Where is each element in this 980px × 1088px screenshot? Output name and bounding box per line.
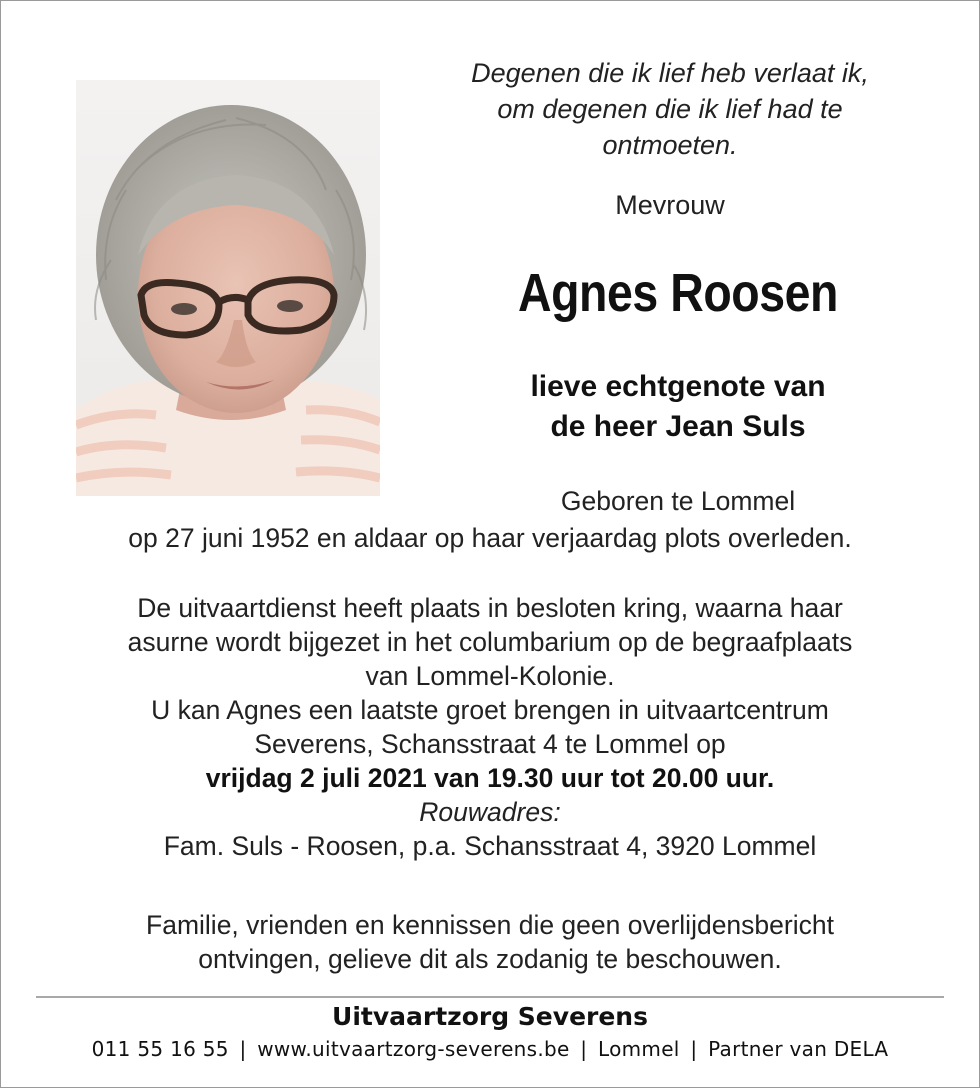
- notice-line: ontvingen, gelieve dit als zodanig te beschouwen.: [198, 944, 782, 974]
- footer-divider: [36, 996, 944, 998]
- funeral-company-name: Uitvaartzorg Severens: [332, 1002, 648, 1031]
- footer-contact: [0, 1037, 980, 1061]
- address-label: Rouwadres:: [419, 797, 561, 827]
- separator: |: [580, 1037, 588, 1061]
- funeral-line: asurne wordt bijgezet in het columbarium op de begraafplaats: [127, 627, 853, 657]
- funeral-line: van Lommel-Kolonie.: [365, 661, 615, 691]
- company-phone: 011 55 16 55: [91, 1037, 229, 1061]
- company-partner: Partner van DELA: [708, 1037, 889, 1061]
- notice-text: [20, 908, 960, 976]
- memorial-quote: [420, 55, 920, 163]
- honorific: Mevrouw: [615, 190, 725, 220]
- relation-line: de heer Jean Suls: [550, 410, 806, 443]
- relation-line: lieve echtgenote van: [530, 370, 826, 403]
- visitation-time: vrijdag 2 juli 2021 van 19.30 uur tot 20.00 uur.: [205, 763, 775, 793]
- quote-line: Degenen die ik lief heb verlaat ik,: [471, 58, 869, 88]
- deceased-name: Agnes Roosen: [518, 263, 838, 323]
- notice-line: Familie, vrienden en kennissen die geen overlijdensbericht: [146, 910, 834, 940]
- funeral-line: U kan Agnes een laatste groet brengen in uitvaartcentrum: [151, 695, 829, 725]
- quote-line: ontmoeten.: [602, 130, 738, 160]
- portrait-photo: [76, 80, 380, 496]
- relation: [420, 367, 936, 447]
- company-city: Lommel: [598, 1037, 680, 1061]
- mourning-address: Fam. Suls - Roosen, p.a. Schansstraat 4, 3920 Lommel: [163, 831, 817, 861]
- funeral-details: [20, 591, 960, 863]
- separator: |: [690, 1037, 698, 1061]
- funeral-line: Severens, Schansstraat 4 te Lommel op: [254, 729, 726, 759]
- separator: |: [239, 1037, 247, 1061]
- funeral-line: De uitvaartdienst heeft plaats in besloten kring, waarna haar: [137, 593, 843, 623]
- company-website[interactable]: www.uitvaartzorg-severens.be: [257, 1037, 570, 1061]
- birth-place: Geboren te Lommel: [560, 486, 796, 516]
- birth-death-date: op 27 juni 1952 en aldaar op haar verjaardag plots overleden.: [128, 523, 852, 553]
- quote-line: om degenen die ik lief had te: [497, 94, 843, 124]
